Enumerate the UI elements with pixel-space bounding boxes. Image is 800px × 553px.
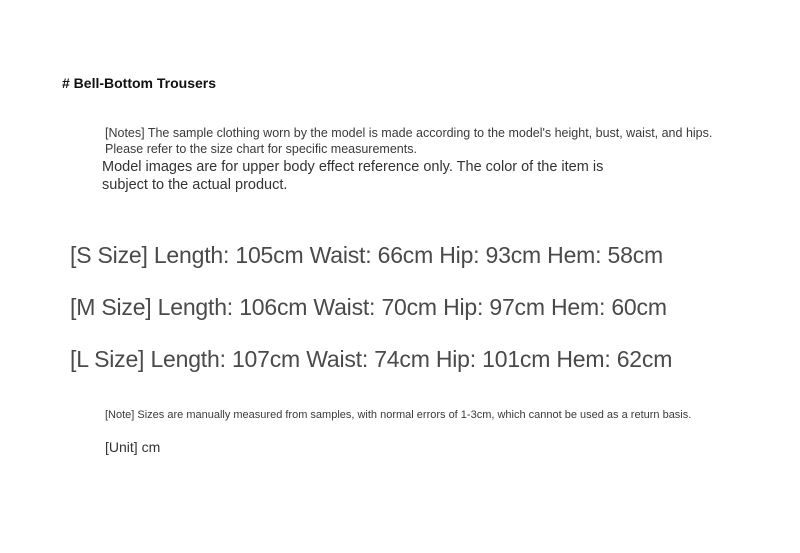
sample-notes-line-1: [Notes] The sample clothing worn by the model is made according to the model's height, bust, waist, and hips. [105, 126, 713, 140]
measurement-note: [Note] Sizes are manually measured from samples, with normal errors of 1-3cm, which cannot be used as a return basis. [105, 409, 692, 421]
model-image-note-line-1: Model images are for upper body effect reference only. The color of the item is [102, 159, 604, 175]
page-title: # Bell-Bottom Trousers [62, 75, 217, 91]
size-l-row: [L Size] Length: 107cm Waist: 74cm Hip: 101cm Hem: 62cm [70, 346, 673, 372]
model-image-note-line-2: subject to the actual product. [102, 177, 288, 193]
size-m-row: [M Size] Length: 106cm Waist: 70cm Hip: 97cm Hem: 60cm [70, 294, 667, 320]
sample-notes [105, 125, 712, 157]
size-s-row: [S Size] Length: 105cm Waist: 66cm Hip: 93cm Hem: 58cm [70, 242, 663, 268]
sample-notes-line-2: Please refer to the size chart for specific measurements. [105, 142, 417, 156]
model-image-note [102, 158, 603, 194]
unit-label: [Unit] cm [105, 439, 161, 455]
